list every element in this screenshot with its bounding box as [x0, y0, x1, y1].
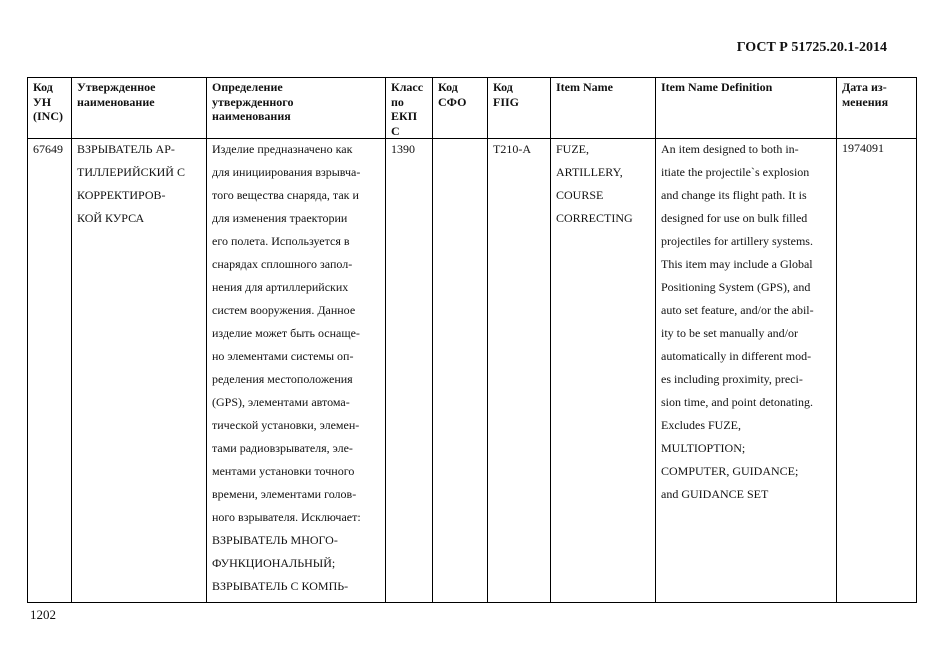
- text-line: itiate the projectile`s explosion: [661, 165, 810, 179]
- header-line: наименование: [77, 94, 155, 109]
- text-line: тической установки, элемен-: [212, 418, 360, 432]
- text-line: ВЗРЫВАТЕЛЬ С КОМПЬ-: [212, 579, 349, 593]
- text-line: COURSE: [556, 188, 604, 202]
- text-line: изделие может быть оснаще-: [212, 326, 360, 340]
- header-line: Класс: [391, 80, 424, 94]
- text-line: ВЗРЫВАТЕЛЬ МНОГО-: [212, 533, 338, 547]
- text-line: automatically in different mod-: [661, 349, 812, 363]
- header-line: Утвержденное: [77, 80, 156, 94]
- page-number: 1202: [30, 607, 56, 622]
- text-line: auto set feature, and/or the abil-: [661, 303, 814, 317]
- text-line: (GPS), элементами автома-: [212, 395, 350, 409]
- text-line: ментами установки точного: [212, 464, 355, 478]
- header-line: менения: [842, 94, 889, 109]
- text-line: sion time, and point detonating.: [661, 395, 813, 409]
- class-value: 1390: [391, 142, 415, 156]
- text-line: времени, элементами голов-: [212, 487, 357, 501]
- cell-definition-ru: [207, 139, 386, 603]
- cell-change-date: [837, 139, 917, 603]
- text-line: COMPUTER, GUIDANCE;: [661, 464, 799, 478]
- text-line: projectiles for artillery systems.: [661, 234, 813, 248]
- header-sfo: [433, 78, 488, 139]
- fiig-value: T210-A: [493, 142, 531, 156]
- cell-name-ru: [72, 139, 207, 603]
- header-item-name: [551, 78, 656, 139]
- header-line: утвержденного: [212, 94, 294, 109]
- header-inc: [28, 78, 72, 139]
- header-line: Item Name Definition: [661, 80, 773, 94]
- text-line: для изменения траектории: [212, 211, 348, 225]
- header-line: (INC): [33, 109, 63, 123]
- header-line: СФО: [438, 94, 467, 109]
- cell-inc: [28, 139, 72, 603]
- header-class: [386, 78, 433, 139]
- text-line: ity to be set manually and/or: [661, 326, 798, 340]
- text-line: This item may include a Global: [661, 257, 813, 271]
- catalog-table: [27, 77, 917, 603]
- text-line: ВЗРЫВАТЕЛЬ АР-: [77, 142, 175, 156]
- cell-item-name: [551, 139, 656, 603]
- text-line: его полета. Используется в: [212, 234, 350, 248]
- text-line: Positioning System (GPS), and: [661, 280, 811, 294]
- table-header-row: [28, 78, 917, 139]
- header-line: по: [391, 94, 404, 109]
- text-line: ФУНКЦИОНАЛЬНЫЙ;: [212, 556, 336, 570]
- text-line: ного взрывателя. Исключает:: [212, 510, 361, 524]
- text-line: Изделие предназначено как: [212, 142, 353, 156]
- text-line: and change its flight path. It is: [661, 188, 807, 202]
- text-line: ARTILLERY,: [556, 165, 623, 179]
- sfo-value: [438, 141, 482, 164]
- header-line: Определение: [212, 80, 283, 94]
- header-line: наименования: [212, 109, 291, 123]
- header-line: С: [391, 123, 400, 138]
- text-line: es including proximity, preci-: [661, 372, 803, 386]
- table-row: [28, 139, 917, 603]
- header-approved-name: [72, 78, 207, 139]
- cell-sfo: [433, 139, 488, 603]
- document-standard-header: ГОСТ Р 51725.20.1-2014: [736, 40, 887, 55]
- header-line: УН: [33, 94, 52, 109]
- header-line: ЕКП: [391, 109, 418, 123]
- header-definition: [207, 78, 386, 139]
- text-line: CORRECTING: [556, 211, 633, 225]
- header-line: Код: [33, 80, 53, 94]
- header-change-date: [837, 78, 917, 139]
- text-line: того вещества снаряда, так и: [212, 188, 359, 202]
- text-line: designed for use on bulk filled: [661, 211, 808, 225]
- text-line: нения для артиллерийских: [212, 280, 349, 294]
- text-line: снарядах сплошного запол-: [212, 257, 353, 271]
- text-line: FUZE,: [556, 142, 589, 156]
- text-line: ТИЛЛЕРИЙСКИЙ С: [77, 165, 185, 179]
- text-line: КОЙ КУРСА: [77, 211, 145, 225]
- header-line: Дата из-: [842, 80, 887, 94]
- header-line: Код: [438, 80, 458, 94]
- cell-item-definition: [656, 139, 837, 603]
- text-line: для инициирования взрывча-: [212, 165, 361, 179]
- text-line: систем вооружения. Данное: [212, 303, 356, 317]
- text-line: MULTIOPTION;: [661, 441, 746, 455]
- change-date-value: 1974091: [842, 141, 884, 155]
- cell-fiig: [488, 139, 551, 603]
- header-item-definition: [656, 78, 837, 139]
- text-line: An item designed to both in-: [661, 142, 799, 156]
- text-line: КОРРЕКТИРОВ-: [77, 188, 166, 202]
- header-line: Код: [493, 80, 513, 94]
- header-line: Item Name: [556, 80, 613, 94]
- inc-value: 67649: [33, 142, 63, 156]
- text-line: тами радиовзрывателя, эле-: [212, 441, 353, 455]
- cell-class: [386, 139, 433, 603]
- header-line: FIIG: [493, 94, 520, 109]
- header-fiig: [488, 78, 551, 139]
- text-line: ределения местоположения: [212, 372, 353, 386]
- text-line: Excludes FUZE,: [661, 418, 741, 432]
- text-line: но элементами системы оп-: [212, 349, 354, 363]
- text-line: and GUIDANCE SET: [661, 487, 769, 501]
